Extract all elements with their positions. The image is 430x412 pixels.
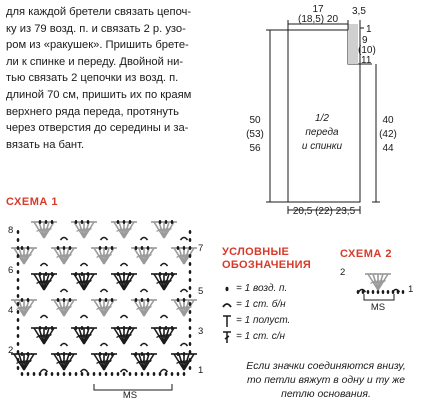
chain-dot	[129, 220, 132, 224]
sc-arc	[81, 264, 88, 267]
sc-arc	[81, 370, 88, 373]
chain-dot	[177, 352, 180, 356]
schematic-top-width: 17	[312, 4, 324, 15]
chain-dot	[39, 220, 42, 224]
sc-arc	[181, 238, 188, 241]
edge-chain-dot	[17, 366, 20, 370]
schematic-right-11: 11	[361, 55, 372, 66]
edge-chain-dot	[189, 302, 192, 306]
sc-arc	[81, 316, 88, 319]
foundation-chain-dot	[51, 372, 54, 376]
edge-chain-dot	[189, 246, 192, 250]
chain-dot	[99, 246, 102, 250]
legend-title	[222, 246, 311, 272]
schematic-right-9: 9	[362, 35, 368, 46]
sc-arc	[101, 238, 108, 241]
chain-dot	[141, 352, 144, 356]
legend-title-line2: ОБОЗНАЧЕНИЯ	[222, 259, 312, 271]
instructions-line: длиной 70 см, пришить их по краям	[6, 88, 192, 101]
instructions-line: для каждой бретели связать цепоч-	[6, 6, 192, 18]
chain-dot	[45, 272, 48, 276]
edge-chain-dot	[189, 270, 192, 274]
foundation-chain-dot	[27, 372, 30, 376]
sc-arc	[61, 290, 68, 293]
chain-dot	[165, 220, 168, 224]
foundation-chain-dot	[141, 372, 144, 376]
legend-item-text: = 1 возд. п.	[236, 283, 288, 294]
foundation-chain-dot	[171, 372, 174, 376]
chain-dot	[117, 220, 120, 224]
schema2-ms-label: MS	[370, 302, 386, 313]
schema1-title: СХЕМА 1	[6, 196, 58, 208]
edge-chain-dot	[189, 310, 192, 314]
chain-dot	[45, 326, 48, 330]
edge-chain-dot	[189, 294, 192, 298]
chain-dot	[69, 298, 72, 302]
chain-dot	[171, 220, 174, 224]
chain-dot	[165, 272, 168, 276]
edge-chain-dot	[17, 310, 20, 314]
chain-dot	[57, 298, 60, 302]
foundation-chain-dot	[135, 372, 138, 376]
chain-dot	[21, 298, 24, 302]
chain-dot	[111, 246, 114, 250]
foundation-chain-dot	[117, 372, 120, 376]
edge-chain-dot	[17, 302, 20, 306]
chain-dot	[45, 220, 48, 224]
sc-arc	[121, 370, 128, 373]
sc-arc	[41, 316, 48, 319]
foundation-chain-dot	[81, 372, 84, 376]
chain-dot	[27, 298, 30, 302]
foundation-chain-dot	[57, 372, 60, 376]
single-crochet-icon	[222, 298, 234, 312]
sc-arc	[141, 238, 148, 241]
chain-dot	[51, 326, 54, 330]
sc-arc	[141, 290, 148, 293]
edge-chain-dot	[189, 342, 192, 346]
foundation-chain-dot	[159, 372, 162, 376]
sc-arc	[41, 370, 48, 373]
schema2-foundation-dot	[377, 290, 380, 294]
instructions-line: тью связать 2 цепочки из возд. п.	[6, 72, 179, 85]
foundation-chain-dot	[147, 372, 150, 376]
chain-dot	[69, 352, 72, 356]
chain-dot	[123, 326, 126, 330]
edge-chain-dot	[17, 326, 20, 330]
sc-arc	[181, 290, 188, 293]
chain-dot	[63, 352, 66, 356]
schematic-right-h1: 40	[382, 115, 394, 126]
chain-dot	[105, 352, 108, 356]
edge-chain-dot	[17, 230, 20, 234]
edge-chain-dot	[17, 318, 20, 322]
edge-chain-dot	[17, 270, 20, 274]
chain-dot	[57, 352, 60, 356]
schema2-foundation-dot	[372, 290, 375, 294]
chain-dot	[171, 326, 174, 330]
schematic-left-h3: 56	[249, 143, 261, 154]
foundation-chain-dot	[153, 372, 156, 376]
sc-arc	[161, 264, 168, 267]
sc-arc	[61, 238, 68, 241]
schematic-bottom: 20,5 (22) 23,5	[292, 206, 356, 217]
chain-dot	[141, 298, 144, 302]
chain-dot	[99, 352, 102, 356]
schema1-row-label-2: 2	[8, 345, 14, 356]
schema1-row-label-6: 6	[8, 265, 14, 276]
schematic-label-2: переда	[305, 127, 339, 138]
edge-chain-dot	[189, 238, 192, 242]
foundation-chain-dot	[183, 372, 186, 376]
schema2-row-label: 2	[340, 267, 346, 278]
chain-dot	[135, 352, 138, 356]
schematic-right-top: 1	[366, 24, 372, 35]
chain-dot	[105, 298, 108, 302]
sc-arc	[141, 344, 148, 347]
edge-chain-dot	[189, 366, 192, 370]
schematic-right-10: (10)	[358, 45, 376, 56]
double-crochet-icon	[222, 330, 234, 344]
edge-chain-dot	[17, 246, 20, 250]
schematic-right-h3: 44	[382, 143, 394, 154]
schema2-foundation-dot	[402, 290, 405, 294]
schematic-right-h2: (42)	[379, 129, 397, 140]
foundation-chain-dot	[75, 372, 78, 376]
edge-chain-dot	[17, 286, 20, 290]
chain-dot	[27, 352, 30, 356]
chain-dot	[63, 246, 66, 250]
foundation-chain-dot	[87, 372, 90, 376]
chain-stitch-icon	[222, 282, 234, 296]
sc-arc	[101, 344, 108, 347]
chain-dot	[81, 326, 84, 330]
schema2-foundation-dot	[367, 290, 370, 294]
schematic-strap-width: 3,5	[352, 6, 366, 17]
edge-chain-dot	[189, 326, 192, 330]
sc-arc	[121, 264, 128, 267]
foundation-chain-dot	[93, 372, 96, 376]
legend-note-line: то петли вяжут в одну и ту же	[246, 375, 406, 386]
chain-dot	[147, 298, 150, 302]
schema1-chart	[11, 220, 197, 376]
foundation-chain-dot	[165, 372, 168, 376]
foundation-chain-dot	[69, 372, 72, 376]
edge-chain-dot	[17, 262, 20, 266]
schema2-chart	[357, 274, 405, 294]
chain-dot	[141, 246, 144, 250]
chain-dot	[87, 326, 90, 330]
chain-dot	[183, 246, 186, 250]
foundation-chain-dot	[105, 372, 108, 376]
chain-dot	[135, 298, 138, 302]
chain-dot	[135, 246, 138, 250]
foundation-chain-dot	[99, 372, 102, 376]
instructions-line: вязать на бант.	[6, 138, 85, 151]
schematic-label-3: и спинки	[301, 141, 343, 152]
instructions-line: верхнего ряда переда, протянуть	[6, 105, 179, 118]
foundation-chain-dot	[39, 372, 42, 376]
schema1-ms-label: MS	[122, 390, 138, 401]
chain-dot	[147, 352, 150, 356]
edge-chain-dot	[17, 294, 20, 298]
schematic-left-h1: 50	[249, 115, 261, 126]
chain-dot	[165, 326, 168, 330]
foundation-chain-dot	[111, 372, 114, 376]
foundation-chain-dot	[123, 372, 126, 376]
foundation-chain-dot	[63, 372, 66, 376]
chain-dot	[123, 220, 126, 224]
schema1-row-label-1: 1	[198, 365, 204, 376]
chain-dot	[57, 246, 60, 250]
legend-item-text: = 1 полуст.	[236, 315, 291, 326]
schema2-foundation-dot	[387, 290, 390, 294]
chain-dot	[177, 298, 180, 302]
chain-dot	[159, 326, 162, 330]
chain-dot	[63, 298, 66, 302]
legend-note-line: Если значки соединяются внизу,	[246, 361, 406, 372]
chain-dot	[111, 298, 114, 302]
half-double-crochet-icon	[222, 314, 234, 328]
sc-arc	[161, 370, 168, 373]
foundation-chain-dot	[129, 372, 132, 376]
chain-dot	[87, 272, 90, 276]
chain-dot	[123, 272, 126, 276]
edge-chain-dot	[17, 254, 20, 258]
chain-dot	[21, 246, 24, 250]
chain-dot	[183, 352, 186, 356]
chain-dot	[99, 298, 102, 302]
schema2-title: СХЕМА 2	[340, 248, 392, 260]
schema2-ms-bracket	[364, 294, 394, 300]
chain-dot	[51, 272, 54, 276]
schema2-sc-arc	[393, 290, 400, 293]
chain-dot	[87, 220, 90, 224]
chain-dot	[75, 220, 78, 224]
chain-dot	[117, 272, 120, 276]
instructions-line: ли к спинке и переду. Двойной ни-	[6, 55, 184, 68]
foundation-chain-dot	[33, 372, 36, 376]
chain-dot	[177, 246, 180, 250]
chain-dot	[51, 220, 54, 224]
legend-item-text: = 1 ст. с/н	[236, 331, 286, 342]
chain-dot	[21, 352, 24, 356]
instructions-line: ку из 79 возд. п. и связать 2 р. узо-	[6, 22, 186, 35]
chain-dot	[159, 220, 162, 224]
chain-dot	[81, 220, 84, 224]
foundation-chain-dot	[177, 372, 180, 376]
chain-dot	[171, 272, 174, 276]
chain-dot	[159, 272, 162, 276]
edge-chain-dot	[189, 334, 192, 338]
chain-dot	[117, 326, 120, 330]
strap-area	[348, 24, 358, 64]
schema1-row-label-3: 3	[198, 326, 204, 337]
legend-title-line1: УСЛОВНЫЕ	[222, 246, 290, 258]
edge-chain-dot	[17, 278, 20, 282]
sc-arc	[101, 290, 108, 293]
chain-dot	[39, 272, 42, 276]
schema2-row-label-right: 1	[408, 284, 414, 295]
schema1-row-label-4: 4	[8, 305, 14, 316]
sc-arc	[121, 316, 128, 319]
edge-chain-dot	[17, 238, 20, 242]
schematic-left-h2: (53)	[246, 129, 264, 140]
chain-dot	[105, 246, 108, 250]
sc-arc	[41, 264, 48, 267]
legend-item-text: = 1 ст. б/н	[236, 299, 286, 310]
schematic-label-1: 1/2	[315, 113, 329, 124]
schema2-foundation-dot	[382, 290, 385, 294]
sc-arc	[61, 344, 68, 347]
instructions-line: ром из «ракушек». Пришить брете-	[6, 39, 189, 52]
chain-dot	[75, 272, 78, 276]
schematic-top-width-sizes: (18,5) 20	[297, 14, 339, 25]
foundation-chain-dot	[21, 372, 24, 376]
schema1-row-label-5: 5	[198, 286, 204, 297]
edge-chain-dot	[189, 358, 192, 362]
edge-chain-dot	[17, 350, 20, 354]
edge-chain-dot	[189, 350, 192, 354]
edge-chain-dot	[189, 230, 192, 234]
sc-arc	[161, 316, 168, 319]
legend-note-line: петлю основания.	[281, 389, 371, 400]
chain-dot	[69, 246, 72, 250]
edge-chain-dot	[17, 342, 20, 346]
sc-arc	[181, 344, 188, 347]
chain-dot	[147, 246, 150, 250]
chain-dot	[183, 298, 186, 302]
edge-chain-dot	[189, 318, 192, 322]
chain-dot	[81, 272, 84, 276]
schema1-row-label-7: 7	[198, 243, 204, 254]
chain-dot	[111, 352, 114, 356]
edge-chain-dot	[189, 254, 192, 258]
chain-dot	[39, 326, 42, 330]
edge-chain-dot	[189, 286, 192, 290]
edge-chain-dot	[17, 334, 20, 338]
chain-dot	[129, 326, 132, 330]
chain-dot	[27, 246, 30, 250]
edge-chain-dot	[189, 278, 192, 282]
foundation-chain-dot	[45, 372, 48, 376]
schema1-row-label-8: 8	[8, 225, 14, 236]
legend-note	[226, 360, 426, 402]
edge-chain-dot	[189, 262, 192, 266]
chain-dot	[129, 272, 132, 276]
edge-chain-dot	[17, 358, 20, 362]
instructions-line: через отверстия до середины и за-	[6, 122, 189, 135]
chain-dot	[75, 326, 78, 330]
